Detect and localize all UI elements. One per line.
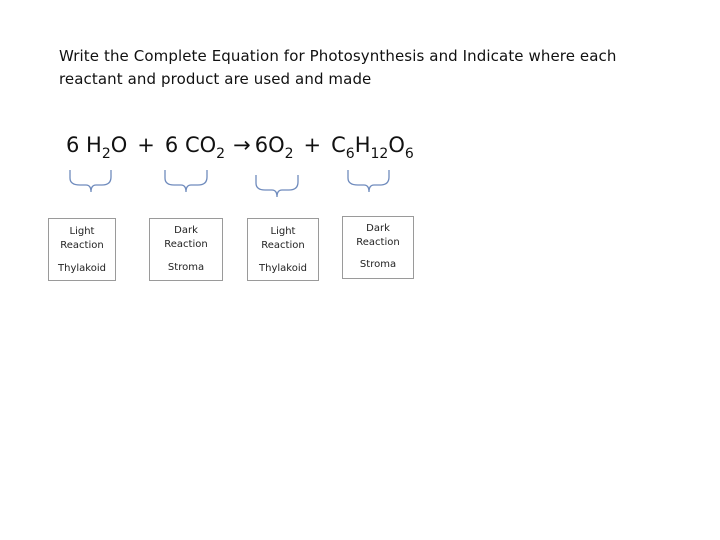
location-label: Stroma — [359, 259, 397, 270]
reaction-type-label: Light Reaction — [60, 226, 104, 251]
slide-title: Write the Complete Equation for Photosynthesis and Indicate where each reactant and product are used and made — [59, 47, 617, 88]
brace-icon — [70, 170, 111, 192]
plus-sign: + — [303, 133, 322, 157]
reaction-type-label: Dark Reaction — [356, 223, 400, 248]
location-box-water — [48, 218, 116, 281]
reaction-type-label: Dark Reaction — [164, 225, 208, 250]
location-box-glucose — [342, 216, 414, 279]
location-box-carbon-dioxide — [149, 218, 223, 281]
product-oxygen: $6O_2$ — [254, 133, 294, 162]
arrow-icon: → — [233, 133, 251, 157]
location-label: Thylakoid — [58, 263, 106, 274]
reactant-carbon-dioxide: 6 $CO_2$ — [164, 133, 226, 162]
location-label: Thylakoid — [259, 263, 307, 274]
location-box-oxygen — [247, 218, 319, 281]
location-label: Stroma — [167, 262, 205, 273]
plus-sign: + — [137, 133, 155, 157]
brace-icon — [348, 170, 389, 192]
brace-icon — [165, 170, 207, 192]
reactant-water: 6 $H_2O$ — [66, 133, 128, 162]
reaction-type-label: Light Reaction — [261, 226, 305, 251]
brace-icon — [256, 175, 298, 197]
product-glucose: $C_6H_{12}O_6$ — [331, 133, 414, 162]
